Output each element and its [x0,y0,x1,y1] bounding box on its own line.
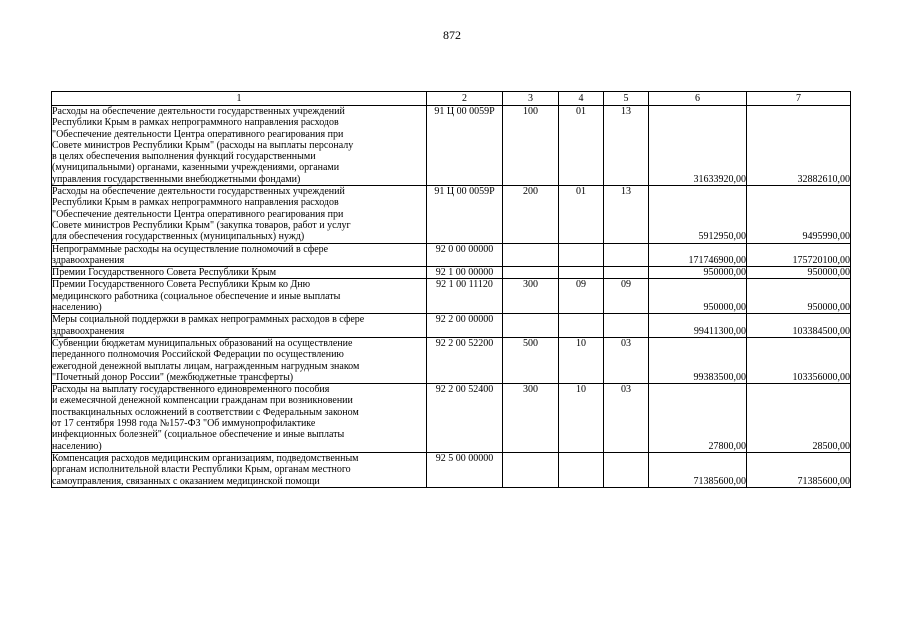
item-name-line: медицинского работника (социальное обеспечение и иные выплаты [52,290,341,302]
section-code: 10 [559,384,604,453]
section-code [559,243,604,267]
target-article-code: 92 1 00 00000 [427,267,503,279]
expense-type-code: 100 [503,106,559,186]
section-code [559,452,604,487]
item-name [52,186,427,243]
item-name-line: Расходы на обеспечение деятельности государственных учреждений [52,106,345,117]
item-name [52,337,427,383]
header-col-2: 2 [427,92,503,106]
item-name-line: Непрограммные расходы на осуществление полномочий в сфере [52,243,329,255]
subsection-code: 03 [604,337,649,383]
item-name-line: самоуправления, связанных с оказанием медицинской помощи [52,475,320,487]
subsection-code [604,452,649,487]
amount-year-2: 103384500,00 [747,314,851,338]
amount-year-1: 950000,00 [649,279,747,314]
item-name [52,243,427,267]
amount-year-2: 175720100,00 [747,243,851,267]
item-name [52,267,427,279]
expense-type-code: 300 [503,279,559,314]
page-number: 872 [443,28,461,42]
header-col-5: 5 [604,92,649,106]
subsection-code [604,243,649,267]
item-name-line: здравоохранения [52,254,125,266]
subsection-code: 09 [604,279,649,314]
target-article-code: 92 2 00 00000 [427,314,503,338]
table-row [52,186,851,243]
amount-year-1: 5912950,00 [649,186,747,243]
amount-year-1: 71385600,00 [649,452,747,487]
item-name-line: Расходы на выплату государственного единовременного пособия [52,384,330,396]
table-row [52,106,851,186]
section-code: 01 [559,186,604,243]
item-name-line: для обеспечения государственных (муниципальных) нужд) [52,231,305,243]
section-code [559,314,604,338]
expense-type-code [503,243,559,267]
item-name-line: Меры социальной поддержки в рамках непрограммных расходов в сфере [52,314,365,326]
header-col-6: 6 [649,92,747,106]
item-name-line: Компенсация расходов медицинским организациям, подведомственным [52,452,359,464]
amount-year-1: 99383500,00 [649,337,747,383]
item-name-line: и ежемесячной денежной компенсации гражданам при возникновении [52,395,353,407]
header-col-3: 3 [503,92,559,106]
item-name [52,279,427,314]
amount-year-1: 99411300,00 [649,314,747,338]
target-article-code: 92 0 00 00000 [427,243,503,267]
header-row [52,92,851,106]
subsection-code [604,267,649,279]
item-name-line: "Обеспечение деятельности Центра оперативного реагирования при [52,208,344,220]
expense-type-code [503,452,559,487]
amount-year-2: 32882610,00 [747,106,851,186]
item-name-line: Расходы на обеспечение деятельности государственных учреждений [52,186,345,198]
target-article-code: 92 2 00 52400 [427,384,503,453]
item-name-line: Премии Государственного Совета Республики Крым [52,267,277,279]
item-name-line: населению) [52,302,102,314]
amount-year-2: 28500,00 [747,384,851,453]
table-row [52,267,851,279]
item-name-line: переданного полномочия Российской Федерации по осуществлению [52,349,344,361]
header-col-4: 4 [559,92,604,106]
table-row [52,384,851,453]
subsection-code: 13 [604,186,649,243]
expense-type-code: 500 [503,337,559,383]
target-article-code: 91 Ц 00 0059Р [427,186,503,243]
expense-type-code [503,314,559,338]
section-code: 09 [559,279,604,314]
item-name-line: от 17 сентября 1998 года №157-ФЗ "Об иммунопрофилактике [52,418,316,430]
expense-type-code: 200 [503,186,559,243]
item-name [52,384,427,453]
section-code [559,267,604,279]
expense-type-code [503,267,559,279]
item-name-line: Совете министров Республики Крым" (расходы на выплаты персоналу [52,139,354,151]
table-row [52,314,851,338]
item-name-line: Премии Государственного Совета Республики Крым ко Дню [52,279,311,291]
expense-type-code: 300 [503,384,559,453]
item-name-line: Субвенции бюджетам муниципальных образований на осуществление [52,337,353,349]
subsection-code: 13 [604,106,649,186]
subsection-code [604,314,649,338]
amount-year-1: 31633920,00 [649,106,747,186]
item-name [52,314,427,338]
item-name-line: органам исполнительной власти Республики Крым, органам местного [52,464,351,476]
section-code: 01 [559,106,604,186]
amount-year-2: 103356000,00 [747,337,851,383]
budget-table [51,91,851,488]
header-col-1: 1 [52,92,427,106]
target-article-code: 92 1 00 11120 [427,279,503,314]
amount-year-1: 950000,00 [649,267,747,279]
target-article-code: 92 5 00 00000 [427,452,503,487]
amount-year-1: 27800,00 [649,384,747,453]
target-article-code: 92 2 00 52200 [427,337,503,383]
amount-year-2: 71385600,00 [747,452,851,487]
item-name-line: Республики Крым в рамках непрограммного направления расходов [52,117,339,129]
item-name-line: в целях обеспечения выполнения функций государственными [52,151,316,163]
amount-year-2: 950000,00 [747,279,851,314]
item-name-line: "Почетный донор России" (межбюджетные трансферты) [52,371,294,383]
item-name-line: инфекционных болезней" (социальное обеспечение и иные выплаты [52,429,345,441]
item-name [52,106,427,186]
item-name [52,452,427,487]
item-name-line: управления государственными внебюджетными фондами) [52,173,301,185]
section-code: 10 [559,337,604,383]
item-name-line: "Обеспечение деятельности Центра оперативного реагирования при [52,128,344,140]
target-article-code: 91 Ц 00 0059Р [427,106,503,186]
amount-year-2: 950000,00 [747,267,851,279]
amount-year-1: 171746900,00 [649,243,747,267]
item-name-line: ежегодной денежной выплаты лицам, награжденным нагрудным знаком [52,360,360,372]
item-name-line: здравоохранения [52,325,125,337]
table-row [52,337,851,383]
table-row [52,452,851,487]
table-row [52,243,851,267]
item-name-line: населению) [52,440,102,452]
item-name-line: поствакцинальных осложнений в соответствии с Федеральным законом [52,406,359,418]
item-name-line: Республики Крым в рамках непрограммного направления расходов [52,197,339,209]
subsection-code: 03 [604,384,649,453]
amount-year-2: 9495990,00 [747,186,851,243]
header-col-7: 7 [747,92,851,106]
table-row [52,279,851,314]
item-name-line: Совете министров Республики Крым" (закупка товаров, работ и услуг [52,219,351,231]
item-name-line: (муниципальными) органами, казенными учреждениями, органами [52,162,340,174]
